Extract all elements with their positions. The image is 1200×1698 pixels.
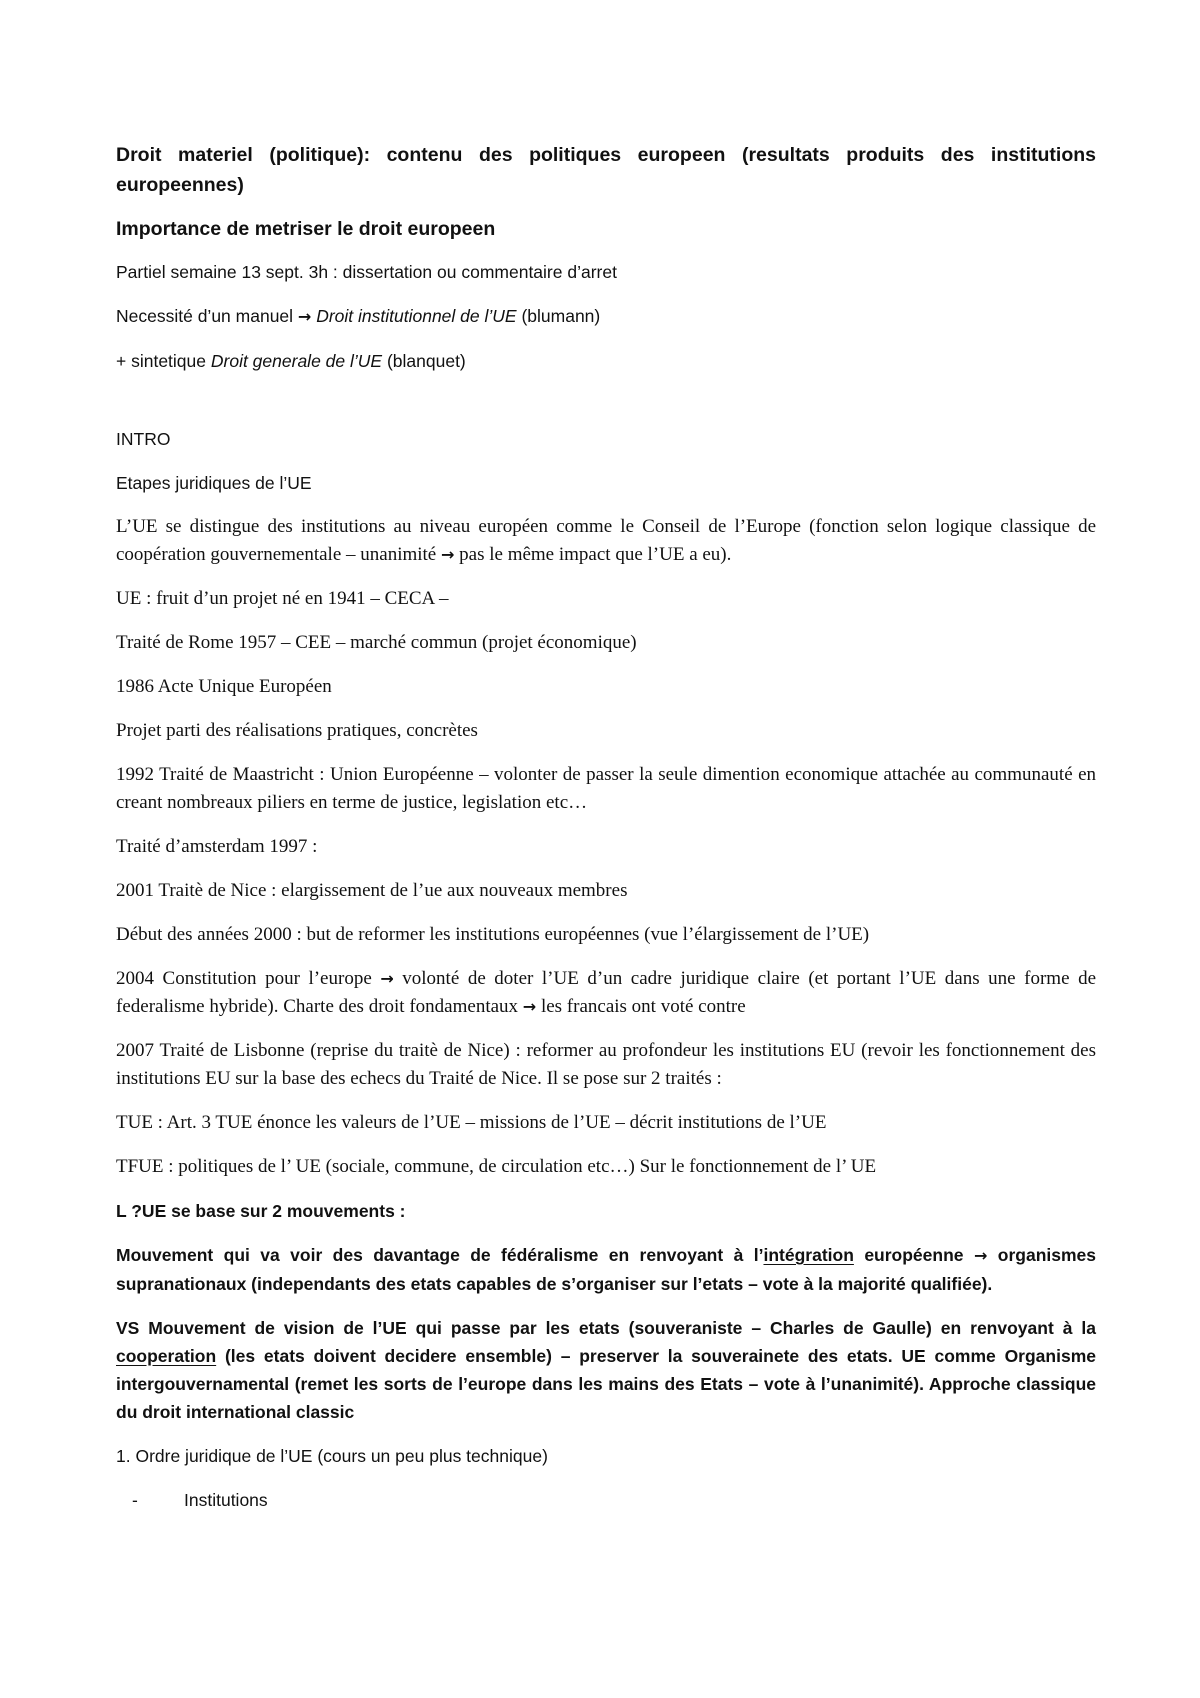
intro-p1-text-a: L’UE se distingue des institutions au niveau européen comme le Conseil de l’Europe (fonction selon logique classique de coopération gouvernementale – unanimité bbox=[116, 516, 1096, 565]
movement-1-text-a: Mouvement qui va voir des davantage de fédéralisme en renvoyant à l’ bbox=[116, 1245, 764, 1265]
synth-prefix: + sintetique bbox=[116, 351, 206, 371]
arrow-right-icon: → bbox=[380, 969, 394, 988]
movement-1-text-c: organismes supranationaux (independants des etats capables de s’organiser sur l’etats – vote à la majorité qualifiée). bbox=[116, 1245, 1096, 1294]
synth-title: Droit generale de l’UE bbox=[210, 351, 383, 371]
document-subtitle: Importance de metriser le droit europeen bbox=[116, 218, 496, 240]
manual-author: (blumann) bbox=[521, 306, 601, 326]
movement-federalism bbox=[116, 1241, 1096, 1298]
movement-2-text-a: VS Mouvement de vision de l’UE qui passe par les etats (souveraniste – Charles de Gaulle) en renvoyant à la bbox=[116, 1318, 1096, 1338]
intro-paragraph-11: 2007 Traité de Lisbonne (reprise du traitè de Nice) : reformer au profondeur les institutions EU (revoir les fonctionnement des institutions EU sur la base des echecs du Traité de Nice. Il se pose sur 2 traités : bbox=[116, 1040, 1096, 1089]
intro-paragraph-13: TFUE : politiques de l’ UE (sociale, commune, de circulation etc…) Sur le fonctionnement de l’ UE bbox=[116, 1156, 877, 1177]
synth-author: (blanquet) bbox=[386, 351, 466, 371]
intro-paragraph-2: UE : fruit d’un projet né en 1941 – CECA – bbox=[116, 588, 449, 609]
movement-2-text-b: (les etats doivent decidere ensemble) – preserver la souverainete des etats. UE comme Organisme intergouvernamental (remet les sorts de l’europe dans les mains des Etats – vote à l’unanimité). Approche classique du droit international classic bbox=[116, 1346, 1096, 1422]
integration-term: intégration bbox=[763, 1245, 854, 1265]
intro-paragraph-7: Traité d’amsterdam 1997 : bbox=[116, 836, 318, 857]
list-item bbox=[132, 1486, 1096, 1514]
movement-1-text-b: européenne bbox=[853, 1245, 964, 1265]
intro-p10-text-a: 2004 Constitution pour l’europe bbox=[116, 968, 372, 989]
intro-p10-text-b: volonté de doter l’UE d’un cadre juridique claire (et portant l’UE dans une forme de federalisme hybride). Charte des droit fondamentaux bbox=[116, 968, 1097, 1017]
manual-title: Droit institutionnel de l’UE bbox=[316, 306, 517, 326]
intro-paragraph-4: 1986 Acte Unique Européen bbox=[116, 676, 332, 697]
synthetic-line bbox=[116, 347, 1096, 375]
movements-heading: L ?UE se base sur 2 mouvements : bbox=[116, 1201, 406, 1221]
intro-p10-text-c: les francais ont voté contre bbox=[540, 996, 746, 1017]
intro-paragraph-8: 2001 Traitè de Nice : elargissement de l’ue aux nouveaux membres bbox=[116, 880, 628, 901]
arrow-right-icon: → bbox=[441, 545, 455, 564]
manual-prefix: Necessité d’un manuel bbox=[116, 306, 294, 326]
bullet-dash: - bbox=[132, 1490, 138, 1510]
document-page bbox=[116, 140, 1096, 1514]
intro-subheading: Etapes juridiques de l’UE bbox=[116, 473, 312, 493]
document-title: Droit materiel (politique): contenu des politiques europeen (resultats produits des institutions europeennes) bbox=[116, 144, 1096, 196]
exam-info: Partiel semaine 13 sept. 3h : dissertation ou commentaire d’arret bbox=[116, 262, 617, 282]
section-1-heading: 1. Ordre juridique de l’UE (cours un peu plus technique) bbox=[116, 1446, 548, 1466]
arrow-right-icon: → bbox=[973, 1246, 988, 1265]
intro-paragraph-3: Traité de Rome 1957 – CEE – marché commun (projet économique) bbox=[116, 632, 637, 653]
intro-paragraph-6: 1992 Traité de Maastricht : Union Européenne – volonter de passer la seule dimention economique attachée au communauté en creant nombreaux piliers en terme de justice, legislation etc… bbox=[116, 764, 1096, 813]
arrow-right-icon: → bbox=[522, 997, 537, 1016]
intro-heading: INTRO bbox=[116, 429, 171, 449]
movement-sovereignist bbox=[116, 1314, 1096, 1426]
intro-paragraph-5: Projet parti des réalisations pratiques, concrètes bbox=[116, 720, 478, 741]
cooperation-term: cooperation bbox=[116, 1346, 217, 1366]
intro-p1-text-b: pas le même impact que l’UE a eu). bbox=[459, 544, 732, 565]
intro-paragraph-10 bbox=[116, 965, 1096, 1021]
intro-paragraph-12: TUE : Art. 3 TUE énonce les valeurs de l’UE – missions de l’UE – décrit institutions de l’UE bbox=[116, 1112, 827, 1133]
arrow-right-icon: → bbox=[297, 307, 312, 326]
intro-paragraph-1 bbox=[116, 513, 1096, 569]
intro-paragraph-9: Début des années 2000 : but de reformer les institutions européennes (vue l’élargissement de l’UE) bbox=[116, 924, 870, 945]
manual-line bbox=[116, 302, 1096, 331]
spacer bbox=[116, 391, 1096, 425]
list-item-label: Institutions bbox=[184, 1490, 268, 1510]
